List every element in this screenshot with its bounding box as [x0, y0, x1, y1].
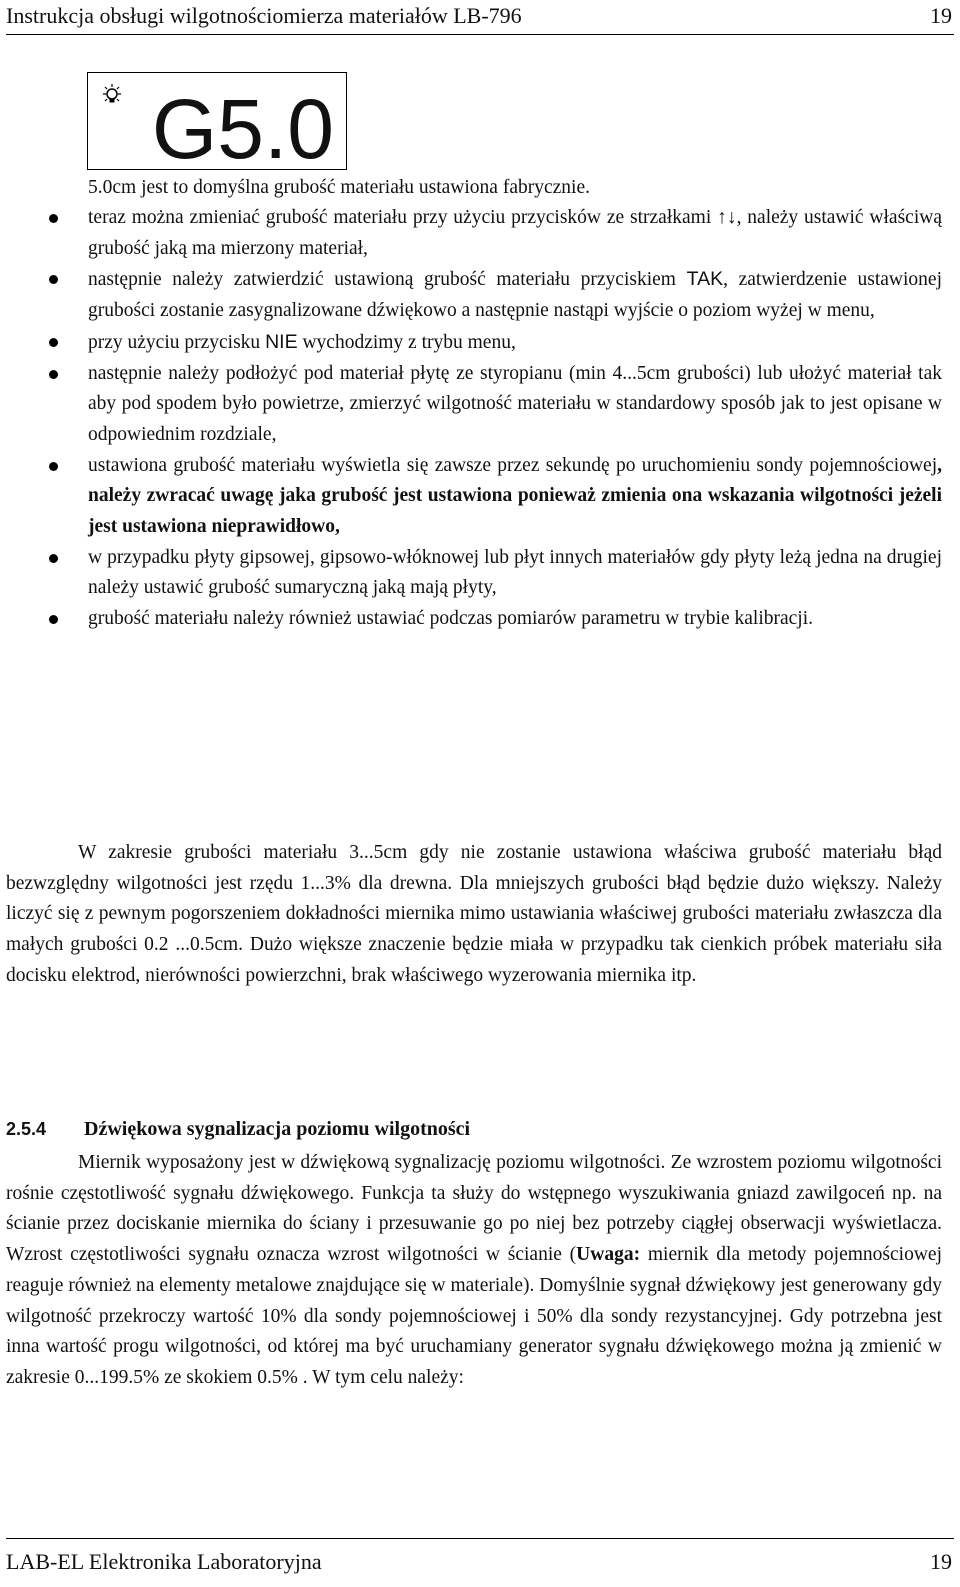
bullet-icon: [49, 370, 58, 379]
list-item-text: następnie należy podłożyć pod materiał płytę ze styropianu (min 4...5cm grubości) lub ułożyć materiał tak aby pod spodem było powietrze, zmierzyć wilgotność materiału w standardowy sposób jak to jest opisane w odpowiednim rozdziale,: [88, 362, 942, 445]
paragraph-text: Miernik wyposażony jest w dźwiękową sygnalizację poziomu wilgotności. Ze wzrostem poziomu wilgotności rośnie częstotliwość sygnału dźwiękowego. Funkcja ta służy do wstępnego wyszukiwania gniazd zawilgoceń np. na ścianie przez dociskanie miernika do ściany i przesuwanie go po niej bez potrzeby ciągłej obserwacji wyświetlacza. Wzrost częstotliwości sygnału oznacza wzrost wilgotności w ścianie (: [6, 1152, 942, 1266]
list-item-text: teraz można zmieniać grubość materiału przy użyciu przycisków ze strzałkami ↑↓, należy ustawić właściwą grubość jaką ma mierzony materiał,: [88, 207, 942, 259]
note-label: Uwaga:: [576, 1244, 641, 1266]
list-item-text: , zatwierdzenie ustawionej grubości zostanie zasygnalizowane dźwiękowo a następnie nastąpi wyjście o poziom wyżej w menu,: [88, 269, 942, 322]
intro-line: 5.0cm jest to domyślna grubość materiału ustawiona fabrycznie.: [88, 177, 590, 198]
section-title: Dźwiękowa sygnalizacja poziomu wilgotności: [84, 1118, 471, 1140]
list-item: [0, 264, 960, 326]
bullet-icon: [49, 275, 58, 284]
header-title: Instrukcja obsługi wilgotnościomierza materiałów LB-796: [6, 3, 522, 28]
paragraph-accuracy: W zakresie grubości materiału 3...5cm gdy nie zostanie ustawiona właściwa grubość materiału błąd bezwzględny wilgotności jest rzędu 1...3% dla drewna. Dla mniejszych grubości błąd będzie dużo większy. Należy liczyć się z pewnym pogorszeniem dokładności miernika mimo ustawiania właściwej grubości materiału zwłaszcza dla małych grubości 0.2 ...0.5cm. Dużo większe znaczenie będzie miała w przypadku tak cienkich próbek materiału siła docisku elektrod, nierówności powierzchni, brak właściwego wyzerowania miernika itp.: [6, 842, 942, 986]
list-item-text: ustawiona grubość materiału wyświetla się zawsze przez sekundę po uruchomieniu sondy pojemnościowej: [88, 454, 938, 476]
section-heading: [6, 1118, 470, 1141]
section-number: 2.5.4: [6, 1119, 47, 1139]
display-value: G5.0: [151, 82, 334, 176]
key-label-tak: TAK: [686, 268, 724, 291]
key-label-nie: NIE: [265, 330, 298, 353]
bullet-icon: [49, 338, 58, 347]
list-item-text: w przypadku płyty gipsowej, gipsowo-włóknowej lub płyt innych materiałów gdy płyty leżą jedna na drugiej należy ustawić grubość sumaryczną jaką mają płyty,: [88, 546, 942, 599]
bullet-icon: [49, 462, 58, 471]
paragraph-text: miernik dla metody pojemnościowej reaguje również na elementy metalowe znajdujące się w materiale). Domyślnie sygnał dźwiękowy jest generowany gdy wilgotność przekroczy wartość 10% dla sondy pojemnościowej i 50% dla sondy rezystancyjnej. Gdy potrzebna jest inna wartość progu wilgotności, od której ma być uruchamiany generator sygnału dźwiękowego można ją zmienić w zakresie 0...199.5% ze skokiem 0.5% . W tym celu należy:: [6, 1244, 942, 1388]
page-footer: [6, 1538, 954, 1587]
footer-company: LAB-EL Elektronika Laboratoryjna: [6, 1549, 322, 1574]
instruction-list: [0, 203, 960, 635]
paragraph-sound-signal: [6, 1148, 942, 1394]
header-page-number: 19: [930, 3, 952, 28]
bullet-icon: [49, 615, 58, 624]
list-item: [0, 359, 960, 451]
list-item-text: wychodzimy z trybu menu,: [297, 331, 516, 353]
footer-page-number: 19: [930, 1549, 952, 1574]
list-item-text: grubość materiału należy również ustawiać podczas pomiarów parametru w trybie kalibracji.: [88, 608, 814, 630]
page-header: [6, 0, 954, 35]
list-item: [0, 327, 960, 359]
list-item-text: przy użyciu przycisku: [88, 331, 266, 353]
warning-text: , należy zwracać uwagę jaka grubość jest ustawiona ponieważ zmienia ona wskazania wilgotności jeżeli jest ustawiona nieprawidłowo,: [88, 454, 942, 538]
bullet-icon: [49, 554, 58, 563]
list-item-text: następnie należy zatwierdzić ustawioną grubość materiału przyciskiem: [88, 269, 687, 291]
list-item: [0, 604, 960, 635]
bulb-icon: [100, 83, 124, 107]
list-item: [0, 543, 960, 604]
lcd-display: [87, 72, 347, 176]
list-item: [0, 203, 960, 264]
list-item: [0, 451, 960, 543]
bullet-icon: [49, 214, 58, 223]
